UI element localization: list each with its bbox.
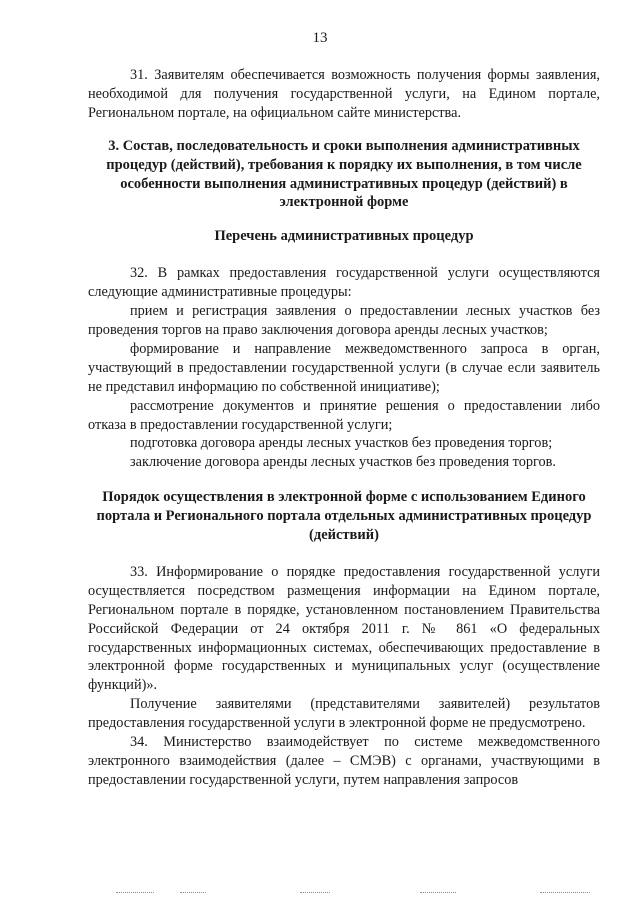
electronic-procedures-heading: Порядок осуществления в электронной форме с использованием Единого портала и Регионального портала отдельных административных процедур (действий) bbox=[96, 489, 592, 544]
procedures-list-heading: Перечень административных процедур bbox=[214, 228, 474, 245]
scan-artifact-line bbox=[180, 892, 206, 894]
section-3-heading: 3. Состав, последовательность и сроки выполнения административных процедур (действий), требования к порядку их выполнения, в том числе особенности выполнения административных процедур (действий) в электронной форме bbox=[106, 137, 582, 211]
procedure-item-3: рассмотрение документов и принятие решения о предоставлении либо отказа в предоставлении государственной услуги; bbox=[88, 397, 600, 433]
page-body bbox=[88, 66, 600, 790]
procedure-item-1: прием и регистрация заявления о предоставлении лесных участков без проведения торгов на право заключения договора аренды лесных участков; bbox=[88, 303, 600, 338]
paragraph-34: 34. Министерство взаимодействует по системе межведомственного электронного взаимодействия (далее – СМЭВ) с органами, участвующими в предоставлении государственной услуги, путем направления запросов bbox=[88, 734, 600, 788]
scan-artifact-line bbox=[420, 892, 456, 894]
procedure-item-2: формирование и направление межведомственного запроса в орган, участвующий в предоставлении государственной услуги (в случае если заявитель не представил информацию по собственной инициативе); bbox=[88, 340, 600, 395]
paragraph-33-result: Получение заявителями (представителями заявителей) результатов предоставления государственной услуги в электронной форме не предусмотрено. bbox=[88, 696, 600, 732]
page-number: 13 bbox=[312, 30, 328, 46]
scan-artifact-line bbox=[300, 892, 330, 894]
procedure-item-5: заключение договора аренды лесных участков без проведения торгов. bbox=[130, 454, 557, 471]
paragraph-32: 32. В рамках предоставления государственной услуги осуществляются следующие административные процедуры: bbox=[88, 265, 600, 301]
scan-artifact-line bbox=[540, 892, 590, 894]
procedure-item-4: подготовка договора аренды лесных участков без проведения торгов; bbox=[130, 435, 553, 452]
scan-artifact-line bbox=[116, 892, 154, 894]
paragraph-33: 33. Информирование о порядке предоставления государственной услуги осуществляется посредством размещения информации на Едином портале, Региональном портале в порядке, установленном постановлением Правительства Российской Федерации от 24 октября 2011 г. № 861 «О федеральных государственных информационных системах, обеспечивающих предоставление в электронной форме государственных и муниципальных услуг (осуществление функций)». bbox=[88, 563, 600, 694]
paragraph-31: 31. Заявителям обеспечивается возможность получения формы заявления, необходимой для получения государственной услуги, на Едином портале, Региональном портале, на официальном сайте министерства. bbox=[88, 67, 600, 121]
